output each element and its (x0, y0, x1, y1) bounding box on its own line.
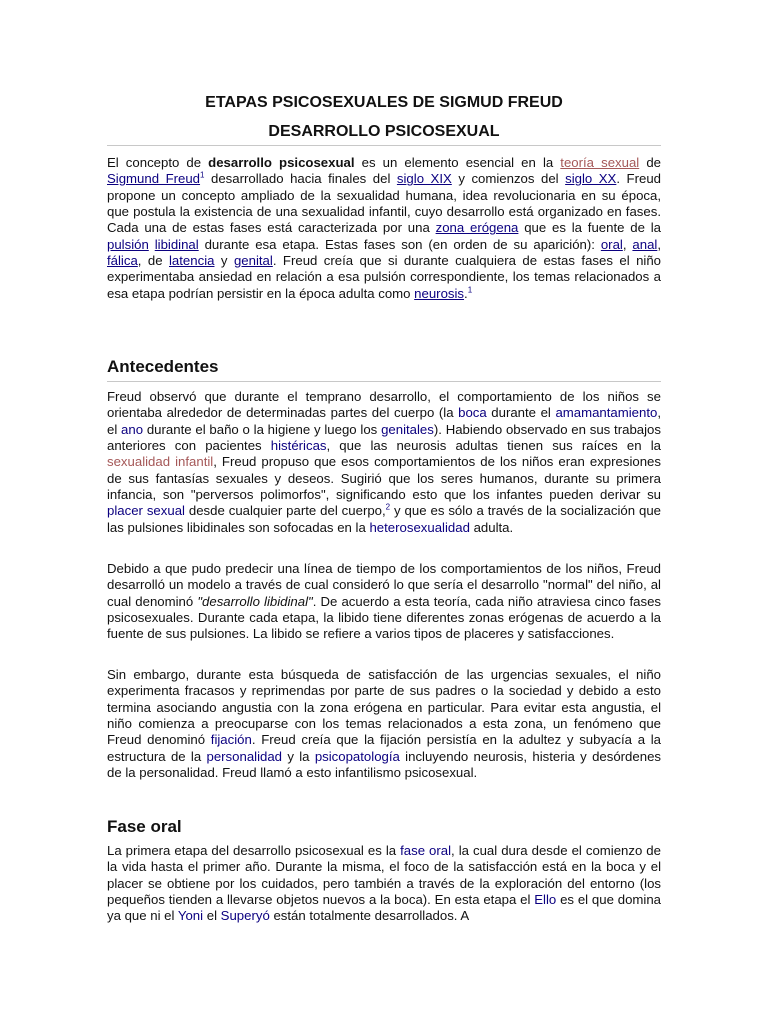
link-ano[interactable]: ano (121, 421, 144, 437)
text: . (464, 285, 468, 301)
section-heading-antecedentes: Antecedentes (107, 357, 219, 376)
link-histericas[interactable]: histéricas (270, 438, 327, 454)
link-sigmund-freud[interactable]: Sigmund Freud (107, 171, 201, 187)
text: , Freud propuso que esos comportamientos de los niños eran expresiones de sus fantasías sexuales y deseos. Sugirió que los seres humanos, durante su primera infancia, son "perversos polimorfos", significando esto que los infantes pueden derivar su (107, 454, 661, 503)
antecedentes-paragraph-2 (107, 561, 661, 643)
text: adulta. (469, 519, 514, 535)
link-psicopatologia[interactable]: psicopatología (314, 748, 400, 764)
text: La primera etapa del desarrollo psicosexual es la (107, 843, 401, 858)
footnote-link[interactable]: 1 (200, 170, 205, 180)
text: y que es sólo a través de la socialización que las pulsiones libidinales son sofocadas en la (107, 503, 661, 535)
text: , (622, 236, 633, 252)
page-subtitle: DESARROLLO PSICOSEXUAL (268, 123, 500, 140)
text: , la cual dura desde el comienzo de la vida hasta el primer año. Durante la misma, el foco de la satisfacción está en la boca y el placer se obtiene por los cuidados, pero también a través de la exploración del entorno (los pequeños tienden a llevarse objetos nuevos a la boca). En esta etapa el (107, 843, 661, 908)
link-sexualidad-infantil[interactable]: sexualidad infantil (107, 454, 214, 470)
footnote-link[interactable]: 2 (385, 503, 391, 513)
section-heading-fase-oral: Fase oral (107, 817, 182, 836)
text: incluyendo neurosis, histeria y desórdenes de la personalidad. Freud llamó a esto infantilismo psicosexual. (107, 748, 661, 781)
link-pulsion[interactable]: pulsión (107, 236, 149, 252)
divider (107, 145, 661, 146)
text: el (203, 908, 221, 924)
text: . Freud creía que la fijación persistía en la adultez y subyacía a la estructura de la (107, 732, 661, 764)
link-oral[interactable]: oral (600, 236, 623, 252)
link-ello[interactable]: Ello (534, 892, 557, 908)
text: Freud observó que durante el temprano desarrollo, el comportamiento de los niños se orientaba alrededor de determinadas partes del cuerpo (la (107, 389, 661, 421)
text: Sin embargo, durante esta búsqueda de satisfacción de las urgencias sexuales, el niño experimenta fracasos y reprimendas por parte de sus padres o la sociedad y debido a esto termina asociando angustia con la zona erógena en particular. Para evitar esta angustia, el niño comienza a preocuparse con los temas relacionados a esta zona, un fenómeno que Freud denominó (107, 667, 661, 748)
text: es el que domina ya que ni el (107, 892, 661, 924)
antecedentes-paragraph-3 (107, 667, 661, 781)
page-title: ETAPAS PSICOSEXUALES DE SIGMUD FREUD (205, 94, 563, 111)
text: , (657, 236, 662, 252)
text: El concepto de (107, 155, 209, 170)
text: . Freud creía que si durante cualquiera de estas fases el niño experimentaba ansiedad en relación a esa pulsión correspondiente, los temas relacionados a esa etapa podrían persistir en la época adulta como (107, 253, 662, 301)
text: . Freud propone un concepto ampliado de la sexualidad humana, idea revolucionaria en su época, que postula la existencia de una sexualidad infantil, cuyo desarrollo está organizado en fases. Cada una de estas fases está caracterizada por una (107, 171, 661, 236)
antecedentes-paragraph-1 (107, 389, 661, 536)
text: ). Habiendo observado en sus trabajos anteriores con pacientes (107, 421, 661, 454)
link-zona-erogena[interactable]: zona erógena (435, 220, 519, 236)
text: desde cualquier parte del cuerpo, (184, 503, 386, 519)
link-amamantamiento[interactable]: amamantamiento (555, 405, 658, 421)
link-placer-sexual[interactable]: placer sexual (107, 503, 185, 519)
intro-paragraph (107, 155, 661, 302)
link-neurosis[interactable]: neurosis (414, 285, 465, 301)
footnote-link[interactable]: 1 (467, 285, 473, 295)
fase-oral-paragraph (107, 843, 661, 925)
link-anal[interactable]: anal (632, 236, 658, 252)
divider (107, 381, 661, 382)
link-libidinal[interactable]: libidinal (154, 236, 199, 252)
text: es un elemento esencial en la (354, 155, 561, 170)
text: y la (282, 748, 315, 764)
bold-term: desarrollo psicosexual (208, 155, 355, 170)
text: y (214, 253, 234, 269)
link-genitales[interactable]: genitales (381, 421, 434, 437)
text: durante esa etapa. Estas fases son (en orden de su aparición): (198, 236, 601, 252)
text: que es la fuente de la (518, 220, 661, 236)
text: desarrollado hacia finales del (204, 171, 397, 187)
text: , de (137, 253, 169, 269)
text: , el (107, 405, 661, 437)
link-siglo-xx[interactable]: siglo XX (565, 171, 617, 187)
text: , que las neurosis adultas tienen sus raíces en la (326, 438, 661, 454)
link-falica[interactable]: fálica (107, 253, 138, 269)
link-teoria-sexual[interactable]: teoría sexual (560, 155, 640, 170)
text: Debido a que pudo predecir una línea de tiempo de los comportamientos de los niños, Freud desarrolló un modelo a través de cual consideró lo que sería el desarrollo "normal" del niño, al cual denominó (107, 561, 661, 609)
link-personalidad[interactable]: personalidad (206, 748, 283, 764)
text: y comienzos del (451, 171, 566, 187)
link-yo[interactable]: Yoni (177, 908, 204, 924)
text: . De acuerdo a esta teoría, cada niño atraviesa cinco fases psicosexuales. Durante cada etapa, la libido tiene diferentes zonas erógenas de acuerdo a la fuente de sus pulsiones. La libido se refiere a varios tipos de placeres y satisfacciones. (107, 593, 661, 642)
link-genital[interactable]: genital (233, 253, 273, 269)
link-boca[interactable]: boca (458, 405, 487, 421)
link-superyo[interactable]: Superyó (220, 908, 270, 924)
link-siglo-xix[interactable]: siglo XIX (396, 171, 452, 187)
link-heterosexualidad[interactable]: heterosexualidad (369, 519, 470, 535)
italic-term: "desarrollo libidinal" (197, 593, 313, 609)
text: durante el baño o la higiene y luego los (143, 421, 382, 437)
text: de (639, 155, 661, 170)
text: están totalmente desarrollados. A (269, 908, 470, 924)
link-latencia[interactable]: latencia (169, 253, 215, 269)
link-fijacion[interactable]: fijación (210, 732, 252, 748)
text: durante el (486, 405, 556, 421)
link-fase-oral[interactable]: fase oral (400, 843, 452, 858)
